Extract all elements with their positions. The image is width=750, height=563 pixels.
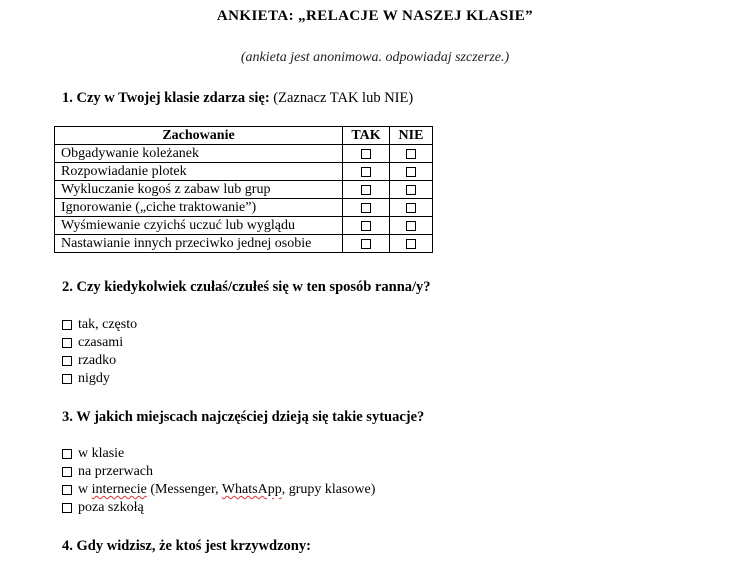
behavior-label: Wykluczanie kogoś z zabaw lub grup: [55, 181, 343, 199]
question-3: [62, 409, 424, 426]
nie-cell: [390, 199, 433, 217]
option-prefix: w: [78, 482, 92, 497]
option-checkbox[interactable]: [62, 338, 72, 348]
behavior-label: Ignorowanie („ciche traktowanie”): [55, 199, 343, 217]
table-row: [55, 199, 433, 217]
tak-cell: [343, 181, 390, 199]
option-checkbox[interactable]: [62, 320, 72, 330]
option-checkbox[interactable]: [62, 449, 72, 459]
option-label: nigdy: [78, 371, 110, 386]
option-label: poza szkołą: [78, 500, 144, 515]
option-checkbox[interactable]: [62, 503, 72, 513]
option-item[interactable]: [62, 481, 375, 499]
option-checkbox[interactable]: [62, 374, 72, 384]
question-2-label: 2. Czy kiedykolwiek czułaś/czułeś się w ten sposób ranna/y?: [62, 279, 431, 295]
nie-checkbox[interactable]: [406, 203, 416, 213]
nie-checkbox[interactable]: [406, 149, 416, 159]
option-item[interactable]: [62, 334, 137, 352]
question-4: [62, 538, 311, 555]
table-header-row: [55, 127, 433, 145]
table-row: [55, 181, 433, 199]
nie-cell: [390, 181, 433, 199]
behavior-label: Obgadywanie koleżanek: [55, 145, 343, 163]
question-2: [62, 279, 431, 296]
tak-checkbox[interactable]: [361, 221, 371, 231]
option-suffix: , grupy klasowe): [281, 482, 376, 497]
nie-checkbox[interactable]: [406, 167, 416, 177]
nie-cell: [390, 163, 433, 181]
option-item[interactable]: [62, 370, 137, 388]
header-behavior: Zachowanie: [55, 127, 343, 145]
option-label: rzadko: [78, 353, 117, 368]
option-item[interactable]: [62, 463, 375, 481]
table-row: [55, 145, 433, 163]
survey-title: ANKIETA: „RELACJE W NASZEJ KLASIE”: [216, 8, 534, 24]
nie-cell: [390, 217, 433, 235]
option-label: [78, 481, 375, 499]
option-label: na przerwach: [78, 464, 154, 479]
option-item[interactable]: [62, 499, 375, 517]
option-item[interactable]: [62, 352, 137, 370]
tak-cell: [343, 217, 390, 235]
tak-checkbox[interactable]: [361, 185, 371, 195]
behavior-label: Rozpowiadanie plotek: [55, 163, 343, 181]
option-item[interactable]: [62, 316, 137, 334]
header-nie: NIE: [390, 127, 433, 145]
tak-checkbox[interactable]: [361, 239, 371, 249]
question-1-hint: (Zaznacz TAK lub NIE): [269, 90, 414, 106]
option-checkbox[interactable]: [62, 485, 72, 495]
tak-cell: [343, 199, 390, 217]
option-item[interactable]: [62, 445, 375, 463]
nie-cell: [390, 145, 433, 163]
option-checkbox[interactable]: [62, 356, 72, 366]
spellcheck-word: WhatsApp: [221, 482, 282, 497]
option-checkbox[interactable]: [62, 467, 72, 477]
tak-cell: [343, 235, 390, 253]
question-3-label: 3. W jakich miejscach najczęściej dzieją się takie sytuacje?: [62, 409, 425, 425]
option-label: tak, często: [78, 317, 138, 332]
tak-checkbox[interactable]: [361, 167, 371, 177]
question-4-label: 4. Gdy widzisz, że ktoś jest krzywdzony:: [62, 538, 311, 554]
survey-subtitle: (ankieta jest anonimowa. odpowiadaj szczerze.): [240, 50, 510, 65]
question-1-label: 1. Czy w Twojej klasie zdarza się:: [62, 90, 270, 106]
tak-cell: [343, 163, 390, 181]
table-row: [55, 235, 433, 253]
tak-checkbox[interactable]: [361, 203, 371, 213]
question-2-options: [62, 316, 137, 388]
behavior-table: [54, 126, 433, 253]
question-3-options: [62, 445, 375, 517]
nie-checkbox[interactable]: [406, 185, 416, 195]
spellcheck-word: internecie: [91, 482, 147, 497]
option-label: czasami: [78, 335, 124, 350]
behavior-label: Wyśmiewanie czyichś uczuć lub wyglądu: [55, 217, 343, 235]
nie-cell: [390, 235, 433, 253]
table-row: [55, 163, 433, 181]
header-tak: TAK: [343, 127, 390, 145]
table-row: [55, 217, 433, 235]
nie-checkbox[interactable]: [406, 239, 416, 249]
question-1: [62, 90, 413, 107]
option-mid: (Messenger,: [146, 482, 222, 497]
nie-checkbox[interactable]: [406, 221, 416, 231]
option-label: w klasie: [78, 446, 125, 461]
behavior-label: Nastawianie innych przeciwko jednej osobie: [55, 235, 343, 253]
tak-checkbox[interactable]: [361, 149, 371, 159]
tak-cell: [343, 145, 390, 163]
